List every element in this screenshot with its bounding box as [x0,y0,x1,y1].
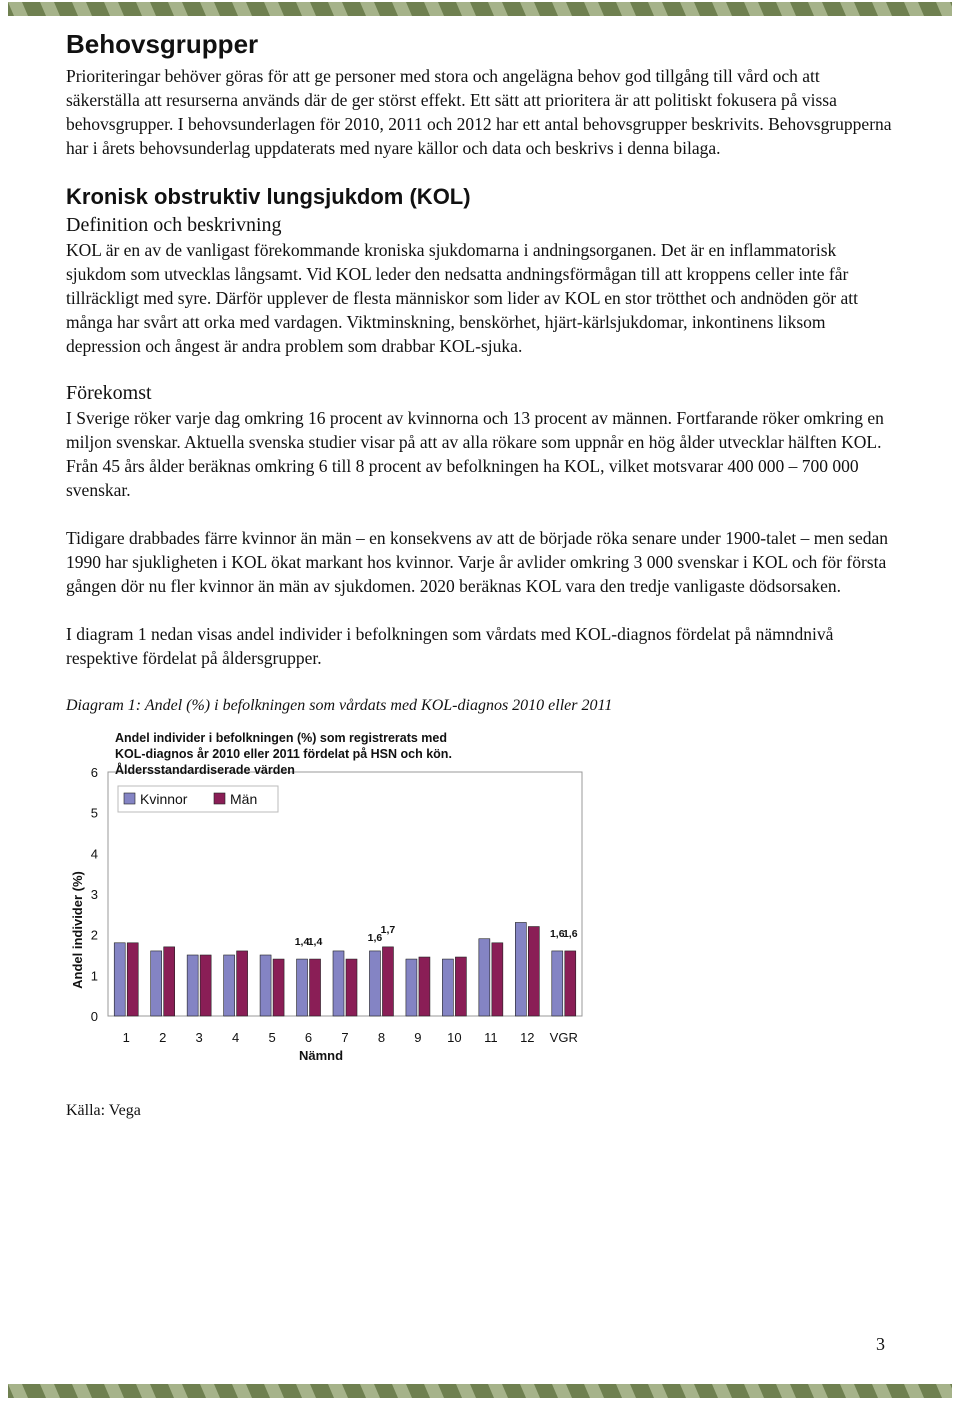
bar-man-6 [310,959,321,1016]
y-tick-label: 6 [90,765,98,780]
x-axis-label: Nämnd [298,1048,344,1063]
data-label: 1,4 [307,936,323,949]
x-tick-label: 1 [122,1030,130,1045]
bar-man-12 [528,927,539,1016]
bar-kvinnor-5 [260,955,271,1016]
bar-kvinnor-2 [151,951,162,1016]
kol-bar-chart [66,730,626,1100]
bar-man-1 [127,943,138,1016]
x-tick-label: 8 [377,1030,386,1045]
intro-paragraph: Prioriteringar behöver göras för att ge personer med stora och angelägna behov god tillgång till vård och att säkerställa att resurserna används där de ger störst effekt. Ett sätt att prioritera är att politiskt fokusera på vissa behovsgrupper. I behovsunderlagen för 2010, 2011 och 2012 har ett antal behovsgrupper beskrivits. Behovsgrupperna har i årets behovsunderlag uppdaterats med nyare källor och data och beskrivs i denna bilaga. [66,66,892,158]
definition-heading: Definition och beskrivning [66,214,282,236]
bar-man-11 [492,943,503,1016]
bar-man-3 [200,955,211,1016]
data-label: 1,6 [549,927,565,940]
section-title: Kronisk obstruktiv lungsjukdom (KOL) [66,184,471,209]
bar-man-2 [164,947,175,1016]
legend-swatch-man [214,793,225,804]
y-tick-label: 5 [90,805,98,821]
bar-man-5 [273,959,284,1016]
data-label: 1,6 [367,931,383,944]
x-tick-label: 4 [231,1030,240,1045]
prevalence-paragraph-3: I diagram 1 nedan visas andel individer i befolkningen som vårdats med KOL-diagnos fördelat på nämndnivå respektive fördelat på åldersgrupper. [66,624,834,668]
bar-man-VGR [565,951,576,1016]
x-tick-label: 9 [414,1030,422,1045]
bar-kvinnor-6 [297,959,308,1016]
definition-paragraph: KOL är en av de vanligast förekommande kroniska sjukdomarna i andningsorganen. Det är en inflammatorisk sjukdom som utvecklas långsamt. Vid KOL leder den nedsatta andningsförmågan till att kroppens celler inte får tillräckligt med syre. Därför upplever de flesta människor som lider av KOL en stor trötthet och andnöden gör att många har svårt att orka med vardagen. Viktminskning, benskörhet, hjärt-kärlsjukdomar, inkontinens liksom depression och ångest är andra problem som drabbar KOL-sjuka. [66,240,858,356]
legend-label: Kvinnor [140,791,188,807]
prevalence-paragraph-1: I Sverige röker varje dag omkring 16 procent av kvinnorna och 13 procent av männen. Fortfarande röker omkring en miljon svenskar. Aktuella svenska studier visar på att av alla rökare som uppnår en hög ålder utvecklar hälften KOL. Från 45 års ålder beräknas omkring 6 till 8 procent av befolkningen ha KOL, vilket motsvarar 400 000 – 700 000 svenskar. [66,408,884,500]
diagram-caption: Diagram 1: Andel (%) i befolkningen som vårdats med KOL-diagnos 2010 eller 2011 [66,697,613,714]
x-tick-label: 12 [520,1030,535,1045]
page-content [66,28,896,1122]
prevalence-paragraph-2: Tidigare drabbades färre kvinnor än män – en konsekvens av att de började röka senare under 1900-talet – men sedan 1990 har sjukligheten i KOL ökat markant hos kvinnor. Varje år avlider omkring 3 000 svenskar i KOL och för första gången dör nu fler kvinnor än män av sjukdomen. 2020 beräknas KOL vara den tredje vanligaste dödsorsaken. [66,528,889,596]
bar-kvinnor-VGR [552,951,563,1016]
bar-kvinnor-10 [442,959,453,1016]
kol-chart-container [66,730,626,1100]
top-decorative-stripe [8,2,952,16]
bar-man-4 [237,951,248,1016]
bar-kvinnor-4 [224,955,235,1016]
y-axis-label: Andel individer (%) [70,871,85,989]
bar-kvinnor-9 [406,959,417,1016]
x-tick-label: VGR [549,1030,578,1045]
x-tick-label: 6 [304,1030,313,1045]
x-tick-label: 2 [159,1030,167,1045]
page-number: 3 [876,1334,885,1354]
y-tick-label: 3 [90,887,98,902]
source-note: Källa: Vega [66,1102,141,1119]
bar-man-9 [419,957,430,1016]
x-tick-label: 10 [447,1030,462,1045]
bar-kvinnor-1 [114,943,125,1016]
x-tick-label: 7 [341,1030,349,1045]
x-tick-label: 3 [195,1030,203,1045]
data-label: 1,6 [562,927,578,940]
bottom-decorative-stripe [8,1384,952,1398]
bar-man-8 [382,947,393,1016]
legend-swatch-kvinnor [124,793,135,804]
y-tick-label: 0 [90,1009,98,1024]
legend-label: Män [230,791,258,807]
y-tick-label: 4 [90,846,98,862]
bar-kvinnor-12 [515,922,526,1016]
data-label: 1,7 [380,923,396,936]
x-tick-label: 5 [268,1030,276,1045]
page-title: Behovsgrupper [66,29,259,59]
bar-man-10 [455,957,466,1016]
x-tick-label: 11 [484,1030,498,1045]
data-label: 1,4 [294,936,310,949]
bar-kvinnor-11 [479,939,490,1016]
prevalence-heading: Förekomst [66,382,152,404]
bar-kvinnor-7 [333,951,344,1016]
y-tick-label: 1 [90,968,98,984]
bar-man-7 [346,959,357,1016]
bar-kvinnor-8 [369,951,380,1016]
y-tick-label: 2 [90,927,98,943]
chart-title: Andel individer i befolkningen (%) som registrerats med KOL-diagnos år 2010 eller 2011 fördelat på HSN och kön. Åldersstandardiserade värden [115,731,452,777]
bar-kvinnor-3 [187,955,198,1016]
